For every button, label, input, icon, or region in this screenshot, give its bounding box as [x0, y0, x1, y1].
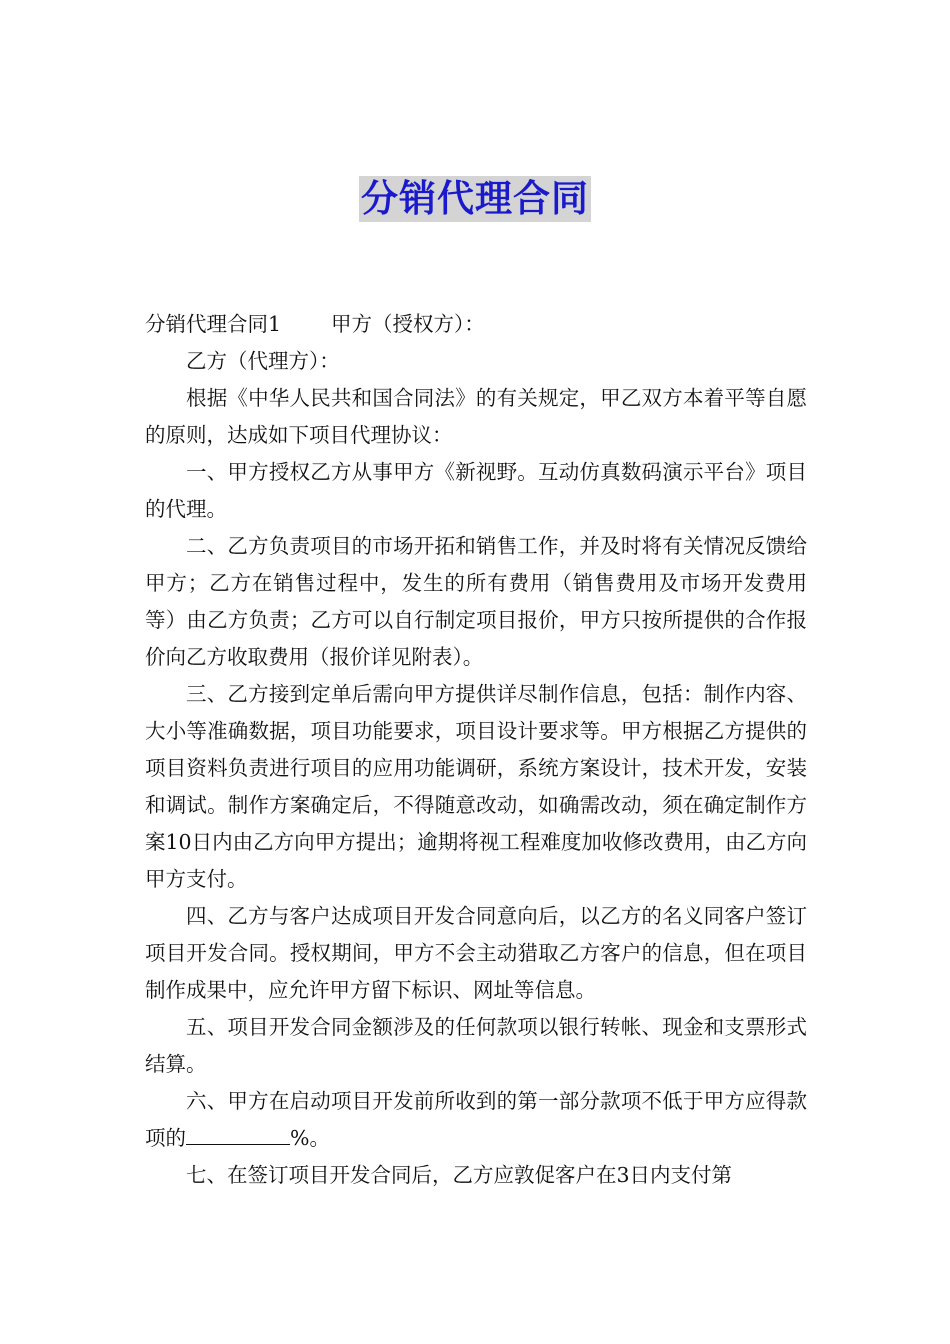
party-b-label: 乙方（代理方）： — [186, 349, 340, 373]
document-body — [145, 306, 807, 1194]
intro-line — [145, 306, 807, 343]
party-a-label: 甲方（授权方）： — [331, 312, 485, 336]
clause-1: 一、甲方授权乙方从事甲方《新视野。互动仿真数码演示平台》项目的代理。 — [145, 460, 807, 521]
clause-2: 二、乙方负责项目的市场开拓和销售工作，并及时将有关情况反馈给甲方；乙方在销售过程中，发生的所有费用（销售费用及市场开发费用等）由乙方负责；乙方可以自行制定项目报价，甲方只按所提供的合作报价向乙方收取费用（报价详见附表）。 — [145, 534, 807, 669]
document-title: 分销代理合同 — [361, 177, 589, 220]
clause-6 — [145, 1083, 807, 1157]
clause-4: 四、乙方与客户达成项目开发合同意向后，以乙方的名义同客户签订项目开发合同。授权期间，甲方不会主动猎取乙方客户的信息，但在项目制作成果中，应允许甲方留下标识、网址等信息。 — [145, 904, 807, 1002]
clause-6-suffix: %。 — [290, 1126, 330, 1150]
clause-5: 五、项目开发合同金额涉及的任何款项以银行转帐、现金和支票形式结算。 — [145, 1015, 807, 1076]
intro-label: 分销代理合同1 — [145, 312, 282, 336]
percentage-blank — [186, 1122, 290, 1145]
clause-6-text: 六、甲方在启动项目开发前所收到的第一部分款项不低于甲方应得款项的 — [145, 1089, 807, 1150]
title-container — [0, 176, 950, 222]
clause-7: 七、在签订项目开发合同后，乙方应敦促客户在3日内支付第 — [186, 1163, 733, 1187]
clause-3: 三、乙方接到定单后需向甲方提供详尽制作信息，包括：制作内容、大小等准确数据，项目功能要求，项目设计要求等。甲方根据乙方提供的项目资料负责进行项目的应用功能调研，系统方案设计，技术开发，安装和调试。制作方案确定后，不得随意改动，如确需改动，须在确定制作方案10日内由乙方向甲方提出；逾期将视工程难度加收修改费用，由乙方向甲方支付。 — [145, 682, 807, 891]
preamble-paragraph: 根据《中华人民共和国合同法》的有关规定，甲乙双方本着平等自愿的原则，达成如下项目代理协议： — [145, 386, 807, 447]
